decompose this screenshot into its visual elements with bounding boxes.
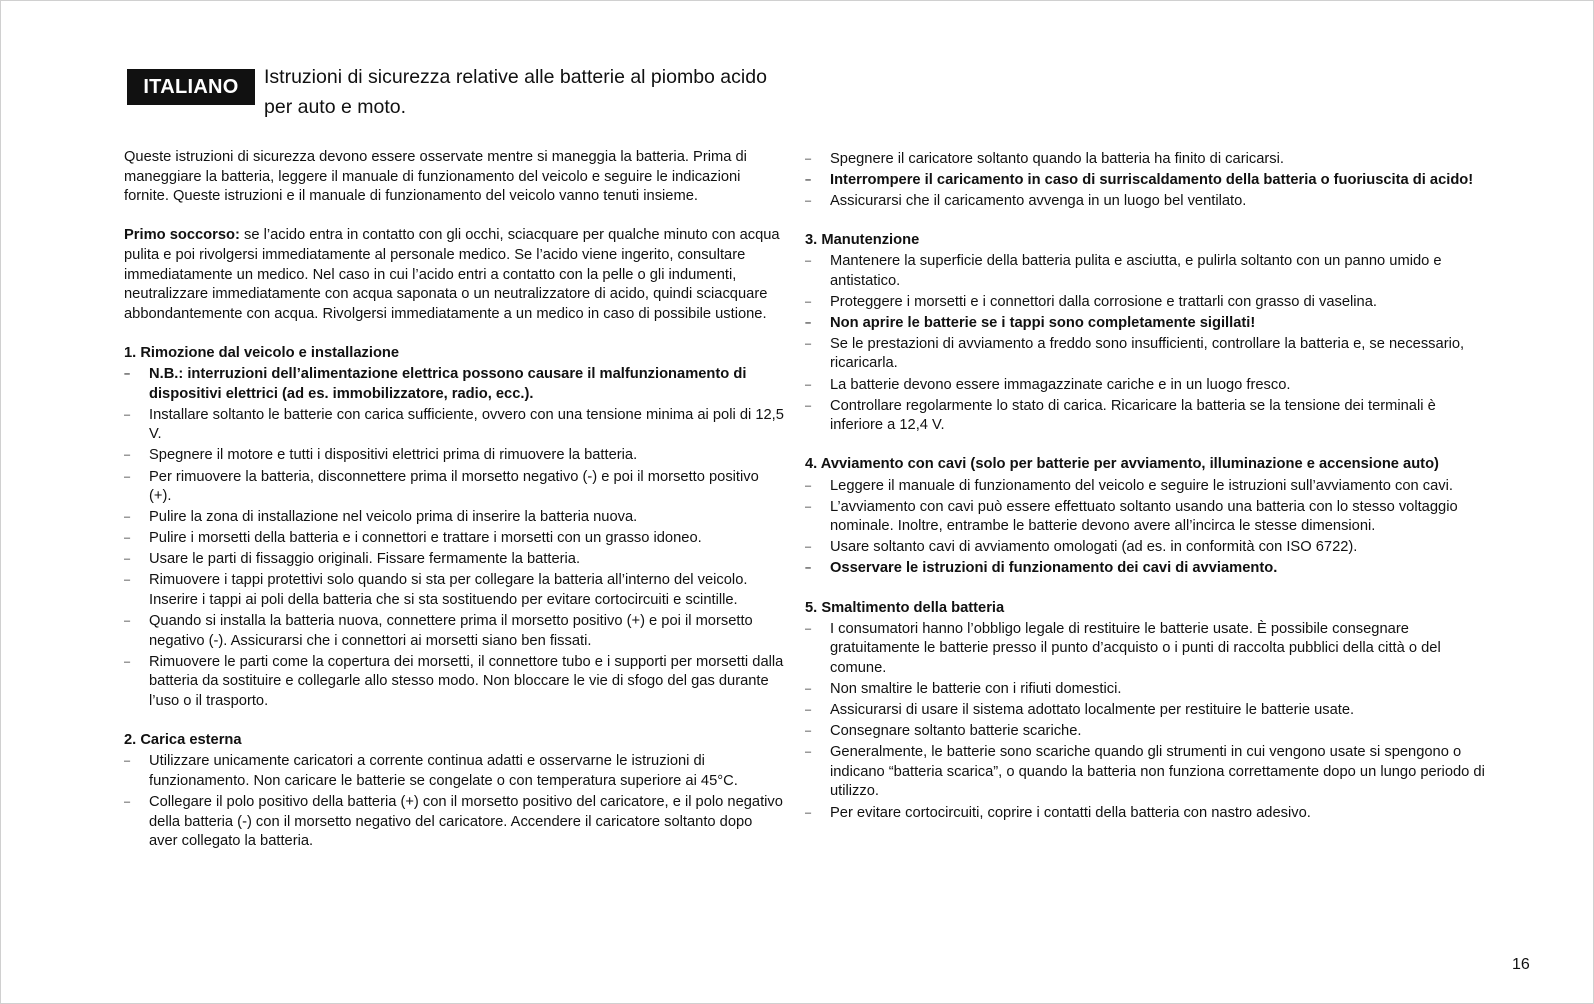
section-heading-maintenance: 3. Manutenzione [805, 231, 920, 248]
list-item: – Mantenere la superficie della batteria pulita e asciutta, e pulirla soltanto con un panno umido e antistatico. [805, 252, 1490, 291]
section-heading-disposal: 5. Smaltimento della batteria [805, 599, 1005, 616]
list-item: – Rimuovere le parti come la copertura dei morsetti, il connettore tubo e i supporti per morsetti dalla batteria da sostituire e collegarle allo stesso modo. Non bloccare le vie di sfogo del gas durante l’uso o il trasporto. [124, 653, 784, 712]
list-item: – Usare le parti di fissaggio originali. Fissare fermamente la batteria. [124, 550, 784, 570]
list-item: – Osservare le istruzioni di funzionamento dei cavi di avviamento. [805, 559, 1490, 579]
list-item: – Assicurarsi che il caricamento avvenga in un luogo bel ventilato. [805, 192, 1490, 212]
list-item: – Per rimuovere la batteria, disconnettere prima il morsetto negativo (-) e poi il morsetto positivo (+). [124, 468, 784, 507]
list-item: – Proteggere i morsetti e i connettori dalla corrosione e trattarli con grasso di vaselina. [805, 293, 1490, 313]
first-aid-label: Primo soccorso: [124, 227, 240, 244]
list-item: – N.B.: interruzioni dell’alimentazione elettrica possono causare il malfunzionamento di dispositivi elettrici (ad es. immobilizzatore, radio, ecc.). [124, 365, 784, 404]
list-item: – Non aprire le batterie se i tappi sono completamente sigillati! [805, 314, 1490, 334]
charging-list-continued [805, 150, 1490, 212]
list-item: – Quando si installa la batteria nuova, connettere prima il morsetto positivo (+) e poi il morsetto negativo (-). Assicurarsi che i connettori ai morsetti siano ben fissati. [124, 612, 784, 651]
list-item: – Rimuovere i tappi protettivi solo quando si sta per collegare la batteria all’interno del veicolo. Inserire i tappi ai poli della batteria che si sta sostituendo per evitare cortocircuiti e scintille. [124, 571, 784, 610]
first-aid-text: se l’acido entra in contatto con gli occhi, sciacquare per qualche minuto con acqua pulita e poi rivolgersi immediatamente al personale medico. Se l’acido viene ingerito, consultare immediatamente un medico. Nel caso in cui l’acido entri a contatto con la pelle o gli indumenti, neutralizzare immediatamente con acqua saponata o un neutralizzatore di acido, quindi sciacquare abbondantemente con acqua. Rivolgersi immediatamente a un medico in caso di possibile ustione. [124, 227, 780, 322]
list-item: – Usare soltanto cavi di avviamento omologati (ad es. in conformità con ISO 6722). [805, 538, 1490, 558]
disposal-list [805, 620, 1490, 823]
maintenance-list [805, 252, 1490, 436]
list-item: – Interrompere il caricamento in caso di surriscaldamento della batteria o fuoriuscita di acido! [805, 171, 1490, 191]
first-aid-paragraph [124, 226, 784, 324]
section-heading-removal: 1. Rimozione dal veicolo e installazione [124, 344, 400, 361]
list-item: – Pulire i morsetti della batteria e i connettori e trattare i morsetti con un grasso idoneo. [124, 529, 784, 549]
list-item: – Collegare il polo positivo della batteria (+) con il morsetto positivo del caricatore, e il polo negativo della batteria (-) con il morsetto negativo del caricatore. Accendere il caricatore soltanto dopo aver collegato la batteria. [124, 793, 784, 852]
list-item: – L’avviamento con cavi può essere effettuato soltanto usando una batteria con lo stesso voltaggio nominale. Inoltre, entrambe le batterie devono avere all’incirca le stesse dimensioni. [805, 498, 1490, 537]
list-item: – Utilizzare unicamente caricatori a corrente continua adatti e osservarne le istruzioni di funzionamento. Non caricare le batterie se congelate o con temperatura superiore ai 45°C. [124, 752, 784, 791]
left-column [124, 148, 784, 852]
list-item: – Spegnere il caricatore soltanto quando la batteria ha finito di caricarsi. [805, 150, 1490, 170]
right-column [805, 148, 1490, 823]
document-title: Istruzioni di sicurezza relative alle batterie al piombo acido per auto e moto. [264, 66, 767, 118]
list-item: – Spegnere il motore e tutti i dispositivi elettrici prima di rimuovere la batteria. [124, 446, 784, 466]
list-item: – Se le prestazioni di avviamento a freddo sono insufficienti, controllare la batteria e, se necessario, ricaricarla. [805, 335, 1490, 374]
list-item: – Non smaltire le batterie con i rifiuti domestici. [805, 680, 1490, 700]
list-item: – Pulire la zona di installazione nel veicolo prima di inserire la batteria nuova. [124, 508, 784, 528]
list-item: – Per evitare cortocircuiti, coprire i contatti della batteria con nastro adesivo. [805, 804, 1490, 824]
charging-list [124, 752, 784, 851]
list-item: – Installare soltanto le batterie con carica sufficiente, ovvero con una tensione minima ai poli di 12,5 V. [124, 406, 784, 445]
list-item: – Controllare regolarmente lo stato di carica. Ricaricare la batteria se la tensione dei terminali è inferiore a 12,4 V. [805, 397, 1490, 436]
jump-start-list [805, 477, 1490, 579]
list-item: – I consumatori hanno l’obbligo legale di restituire le batterie usate. È possibile consegnare gratuitamente le batterie presso il punto d’acquisto o i punti di raccolta pubblici della città o del comune. [805, 620, 1490, 679]
intro-paragraph: Queste istruzioni di sicurezza devono essere osservate mentre si maneggia la batteria. Prima di maneggiare la batteria, leggere il manuale di funzionamento del veicolo e seguire le indicazioni fornite. Queste istruzioni e il manuale di funzionamento del veicolo vanno tenuti insieme. [124, 149, 747, 205]
list-item: – La batterie devono essere immagazzinate cariche e in un luogo fresco. [805, 376, 1490, 396]
list-item: – Generalmente, le batterie sono scariche quando gli strumenti in cui vengono usate si spengono o indicano “batteria scarica”, o quando la batteria non funziona correttamente dopo un lungo periodo di utilizzo. [805, 743, 1490, 802]
list-item: – Leggere il manuale di funzionamento del veicolo e seguire le istruzioni sull’avviamento con cavi. [805, 477, 1490, 497]
page-number: 16 [1512, 956, 1530, 973]
removal-list [124, 365, 784, 712]
section-heading-jump-start: 4. Avviamento con cavi (solo per batterie per avviamento, illuminazione e accensione auto) [805, 456, 1439, 473]
list-item: – Assicurarsi di usare il sistema adottato localmente per restituire le batterie usate. [805, 701, 1490, 721]
language-badge: ITALIANO [127, 69, 255, 105]
list-item: – Consegnare soltanto batterie scariche. [805, 722, 1490, 742]
section-heading-charging: 2. Carica esterna [124, 732, 242, 749]
